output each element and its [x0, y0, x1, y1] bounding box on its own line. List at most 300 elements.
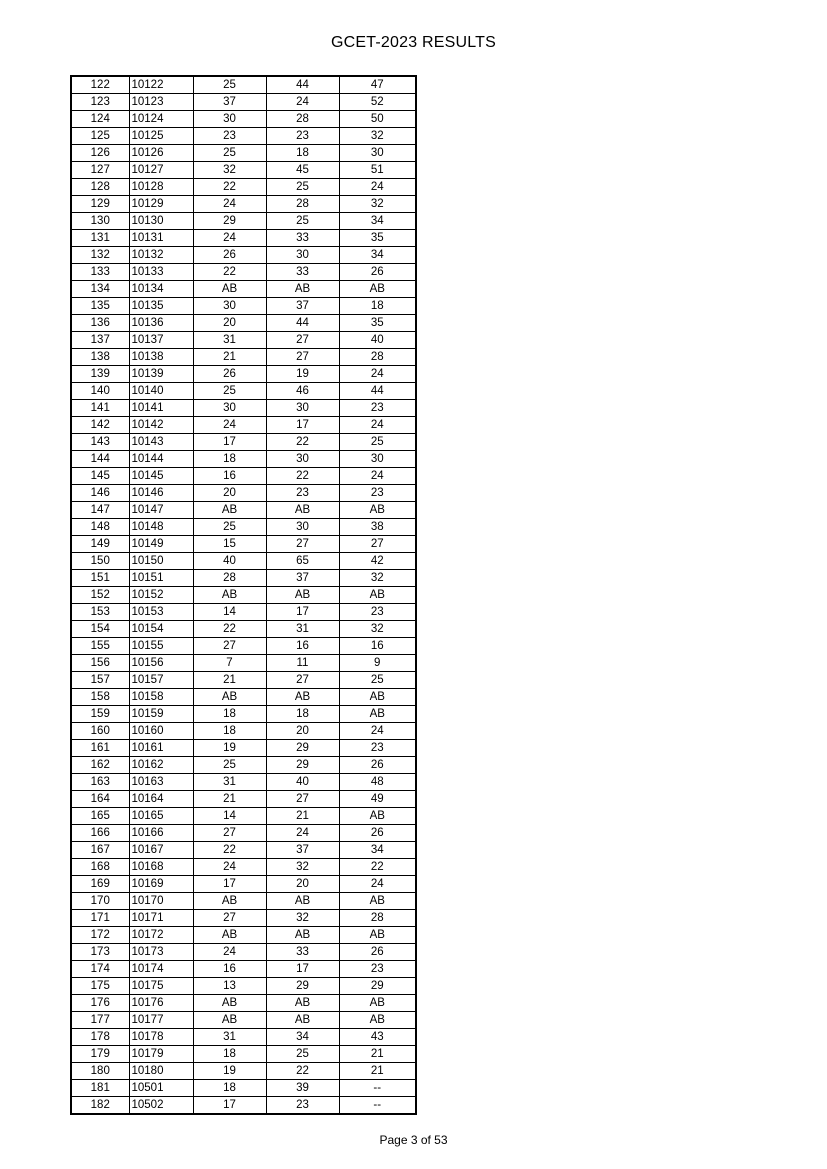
serial-number-cell: 124	[71, 111, 129, 128]
score-2-cell: 45	[266, 162, 339, 179]
score-1-cell: 7	[193, 655, 266, 672]
score-3-cell: 24	[339, 417, 416, 434]
roll-number-cell: 10132	[129, 247, 193, 264]
table-row	[71, 859, 416, 876]
score-2-cell: AB	[266, 587, 339, 604]
table-row	[71, 1097, 416, 1115]
table-row	[71, 519, 416, 536]
roll-number-cell: 10179	[129, 1046, 193, 1063]
score-3-cell: 26	[339, 944, 416, 961]
score-3-cell: 47	[339, 76, 416, 94]
table-row	[71, 434, 416, 451]
score-1-cell: AB	[193, 927, 266, 944]
score-1-cell: 16	[193, 961, 266, 978]
score-1-cell: 30	[193, 298, 266, 315]
score-3-cell: 42	[339, 553, 416, 570]
score-3-cell: AB	[339, 893, 416, 910]
score-1-cell: 22	[193, 842, 266, 859]
score-3-cell: 34	[339, 247, 416, 264]
score-1-cell: 24	[193, 230, 266, 247]
score-3-cell: AB	[339, 706, 416, 723]
table-row	[71, 570, 416, 587]
score-1-cell: 22	[193, 621, 266, 638]
roll-number-cell: 10154	[129, 621, 193, 638]
roll-number-cell: 10161	[129, 740, 193, 757]
score-3-cell: 23	[339, 604, 416, 621]
score-1-cell: 27	[193, 638, 266, 655]
roll-number-cell: 10171	[129, 910, 193, 927]
roll-number-cell: 10130	[129, 213, 193, 230]
roll-number-cell: 10133	[129, 264, 193, 281]
table-row	[71, 621, 416, 638]
score-1-cell: 40	[193, 553, 266, 570]
roll-number-cell: 10164	[129, 791, 193, 808]
serial-number-cell: 163	[71, 774, 129, 791]
roll-number-cell: 10128	[129, 179, 193, 196]
score-3-cell: 34	[339, 213, 416, 230]
score-3-cell: AB	[339, 1012, 416, 1029]
roll-number-cell: 10137	[129, 332, 193, 349]
score-2-cell: 17	[266, 604, 339, 621]
table-row	[71, 417, 416, 434]
score-1-cell: 25	[193, 519, 266, 536]
score-2-cell: 37	[266, 298, 339, 315]
score-3-cell: AB	[339, 281, 416, 298]
score-2-cell: 33	[266, 944, 339, 961]
score-1-cell: 32	[193, 162, 266, 179]
serial-number-cell: 122	[71, 76, 129, 94]
serial-number-cell: 165	[71, 808, 129, 825]
score-1-cell: 14	[193, 604, 266, 621]
score-2-cell: 22	[266, 434, 339, 451]
score-1-cell: 30	[193, 400, 266, 417]
table-row	[71, 1046, 416, 1063]
table-row	[71, 366, 416, 383]
score-1-cell: 20	[193, 315, 266, 332]
score-2-cell: 30	[266, 451, 339, 468]
roll-number-cell: 10144	[129, 451, 193, 468]
serial-number-cell: 168	[71, 859, 129, 876]
score-1-cell: 18	[193, 723, 266, 740]
roll-number-cell: 10148	[129, 519, 193, 536]
serial-number-cell: 155	[71, 638, 129, 655]
score-1-cell: 19	[193, 740, 266, 757]
score-2-cell: 22	[266, 468, 339, 485]
score-2-cell: 44	[266, 76, 339, 94]
table-row	[71, 451, 416, 468]
serial-number-cell: 146	[71, 485, 129, 502]
table-row	[71, 808, 416, 825]
roll-number-cell: 10169	[129, 876, 193, 893]
roll-number-cell: 10502	[129, 1097, 193, 1115]
score-3-cell: 35	[339, 315, 416, 332]
serial-number-cell: 162	[71, 757, 129, 774]
score-1-cell: AB	[193, 281, 266, 298]
serial-number-cell: 179	[71, 1046, 129, 1063]
table-row	[71, 978, 416, 995]
roll-number-cell: 10141	[129, 400, 193, 417]
table-row	[71, 485, 416, 502]
table-row	[71, 315, 416, 332]
roll-number-cell: 10123	[129, 94, 193, 111]
table-row	[71, 1012, 416, 1029]
table-row	[71, 791, 416, 808]
score-1-cell: 18	[193, 451, 266, 468]
serial-number-cell: 137	[71, 332, 129, 349]
score-2-cell: 33	[266, 230, 339, 247]
score-1-cell: 25	[193, 145, 266, 162]
table-row	[71, 332, 416, 349]
score-3-cell: AB	[339, 808, 416, 825]
score-3-cell: 24	[339, 366, 416, 383]
table-row	[71, 76, 416, 94]
roll-number-cell: 10146	[129, 485, 193, 502]
serial-number-cell: 142	[71, 417, 129, 434]
table-row	[71, 825, 416, 842]
score-3-cell: 40	[339, 332, 416, 349]
score-3-cell: 28	[339, 910, 416, 927]
table-row	[71, 536, 416, 553]
table-row	[71, 706, 416, 723]
score-2-cell: 27	[266, 536, 339, 553]
score-3-cell: 24	[339, 179, 416, 196]
score-3-cell: 32	[339, 621, 416, 638]
roll-number-cell: 10174	[129, 961, 193, 978]
score-3-cell: 52	[339, 94, 416, 111]
table-row	[71, 995, 416, 1012]
score-3-cell: 28	[339, 349, 416, 366]
roll-number-cell: 10176	[129, 995, 193, 1012]
roll-number-cell: 10136	[129, 315, 193, 332]
serial-number-cell: 169	[71, 876, 129, 893]
table-row	[71, 179, 416, 196]
score-1-cell: 14	[193, 808, 266, 825]
roll-number-cell: 10167	[129, 842, 193, 859]
serial-number-cell: 175	[71, 978, 129, 995]
serial-number-cell: 180	[71, 1063, 129, 1080]
roll-number-cell: 10172	[129, 927, 193, 944]
serial-number-cell: 126	[71, 145, 129, 162]
score-1-cell: 31	[193, 332, 266, 349]
serial-number-cell: 151	[71, 570, 129, 587]
serial-number-cell: 181	[71, 1080, 129, 1097]
table-row	[71, 944, 416, 961]
table-row	[71, 774, 416, 791]
score-1-cell: 28	[193, 570, 266, 587]
score-2-cell: AB	[266, 689, 339, 706]
table-row	[71, 910, 416, 927]
table-row	[71, 502, 416, 519]
serial-number-cell: 176	[71, 995, 129, 1012]
score-3-cell: 38	[339, 519, 416, 536]
table-row	[71, 196, 416, 213]
score-1-cell: 25	[193, 76, 266, 94]
score-1-cell: 19	[193, 1063, 266, 1080]
table-row	[71, 757, 416, 774]
roll-number-cell: 10127	[129, 162, 193, 179]
page-number: Page 3 of 53	[379, 1133, 448, 1147]
table-row	[71, 264, 416, 281]
score-3-cell: 43	[339, 1029, 416, 1046]
score-2-cell: 30	[266, 247, 339, 264]
score-2-cell: AB	[266, 1012, 339, 1029]
score-1-cell: 13	[193, 978, 266, 995]
serial-number-cell: 177	[71, 1012, 129, 1029]
score-3-cell: 34	[339, 842, 416, 859]
score-2-cell: 34	[266, 1029, 339, 1046]
serial-number-cell: 152	[71, 587, 129, 604]
roll-number-cell: 10170	[129, 893, 193, 910]
roll-number-cell: 10143	[129, 434, 193, 451]
roll-number-cell: 10501	[129, 1080, 193, 1097]
serial-number-cell: 159	[71, 706, 129, 723]
table-row	[71, 111, 416, 128]
score-3-cell: 16	[339, 638, 416, 655]
score-3-cell: 18	[339, 298, 416, 315]
score-1-cell: 25	[193, 383, 266, 400]
score-3-cell: 44	[339, 383, 416, 400]
score-1-cell: AB	[193, 502, 266, 519]
table-row	[71, 468, 416, 485]
score-1-cell: 26	[193, 366, 266, 383]
roll-number-cell: 10177	[129, 1012, 193, 1029]
score-1-cell: 26	[193, 247, 266, 264]
serial-number-cell: 132	[71, 247, 129, 264]
score-2-cell: 28	[266, 196, 339, 213]
serial-number-cell: 167	[71, 842, 129, 859]
table-row	[71, 400, 416, 417]
score-3-cell: 25	[339, 672, 416, 689]
score-1-cell: 24	[193, 417, 266, 434]
serial-number-cell: 149	[71, 536, 129, 553]
score-2-cell: 18	[266, 145, 339, 162]
score-2-cell: AB	[266, 927, 339, 944]
table-row	[71, 230, 416, 247]
score-3-cell: 23	[339, 961, 416, 978]
score-2-cell: 40	[266, 774, 339, 791]
score-3-cell: 24	[339, 723, 416, 740]
serial-number-cell: 130	[71, 213, 129, 230]
roll-number-cell: 10140	[129, 383, 193, 400]
roll-number-cell: 10168	[129, 859, 193, 876]
roll-number-cell: 10165	[129, 808, 193, 825]
score-3-cell: AB	[339, 502, 416, 519]
score-1-cell: 31	[193, 774, 266, 791]
table-row	[71, 893, 416, 910]
score-2-cell: 19	[266, 366, 339, 383]
table-row	[71, 145, 416, 162]
roll-number-cell: 10149	[129, 536, 193, 553]
serial-number-cell: 129	[71, 196, 129, 213]
score-3-cell: 50	[339, 111, 416, 128]
score-3-cell: 32	[339, 196, 416, 213]
table-row	[71, 740, 416, 757]
roll-number-cell: 10147	[129, 502, 193, 519]
score-1-cell: 18	[193, 706, 266, 723]
roll-number-cell: 10159	[129, 706, 193, 723]
serial-number-cell: 157	[71, 672, 129, 689]
roll-number-cell: 10180	[129, 1063, 193, 1080]
serial-number-cell: 160	[71, 723, 129, 740]
roll-number-cell: 10131	[129, 230, 193, 247]
score-3-cell: 24	[339, 876, 416, 893]
score-2-cell: 23	[266, 485, 339, 502]
score-1-cell: 21	[193, 349, 266, 366]
table-row	[71, 638, 416, 655]
serial-number-cell: 141	[71, 400, 129, 417]
score-1-cell: 27	[193, 910, 266, 927]
score-1-cell: 30	[193, 111, 266, 128]
score-2-cell: 39	[266, 1080, 339, 1097]
serial-number-cell: 172	[71, 927, 129, 944]
score-2-cell: 27	[266, 332, 339, 349]
score-3-cell: AB	[339, 927, 416, 944]
table-row	[71, 1029, 416, 1046]
roll-number-cell: 10134	[129, 281, 193, 298]
score-2-cell: 29	[266, 757, 339, 774]
roll-number-cell: 10160	[129, 723, 193, 740]
table-row	[71, 213, 416, 230]
table-row	[71, 383, 416, 400]
score-1-cell: 31	[193, 1029, 266, 1046]
score-2-cell: 24	[266, 94, 339, 111]
serial-number-cell: 147	[71, 502, 129, 519]
score-1-cell: 24	[193, 859, 266, 876]
serial-number-cell: 143	[71, 434, 129, 451]
serial-number-cell: 182	[71, 1097, 129, 1115]
score-3-cell: 24	[339, 468, 416, 485]
score-3-cell: 21	[339, 1063, 416, 1080]
table-row	[71, 927, 416, 944]
score-3-cell: --	[373, 1099, 382, 1111]
score-2-cell: 18	[266, 706, 339, 723]
roll-number-cell: 10166	[129, 825, 193, 842]
roll-number-cell: 10178	[129, 1029, 193, 1046]
roll-number-cell: 10162	[129, 757, 193, 774]
table-row	[71, 723, 416, 740]
score-3-cell: 48	[339, 774, 416, 791]
score-1-cell: 25	[193, 757, 266, 774]
roll-number-cell: 10173	[129, 944, 193, 961]
serial-number-cell: 131	[71, 230, 129, 247]
score-1-cell: 23	[193, 128, 266, 145]
serial-number-cell: 154	[71, 621, 129, 638]
score-2-cell: AB	[266, 893, 339, 910]
score-3-cell: 32	[339, 570, 416, 587]
score-2-cell: 33	[266, 264, 339, 281]
roll-number-cell: 10135	[129, 298, 193, 315]
score-3-cell: AB	[339, 995, 416, 1012]
score-2-cell: 25	[266, 213, 339, 230]
serial-number-cell: 173	[71, 944, 129, 961]
roll-number-cell: 10138	[129, 349, 193, 366]
serial-number-cell: 161	[71, 740, 129, 757]
score-2-cell: 32	[266, 859, 339, 876]
score-2-cell: 27	[266, 349, 339, 366]
score-3-cell: 25	[339, 434, 416, 451]
score-2-cell: 11	[266, 655, 339, 672]
roll-number-cell: 10151	[129, 570, 193, 587]
score-1-cell: 29	[193, 213, 266, 230]
score-1-cell: AB	[193, 689, 266, 706]
score-1-cell: 21	[193, 672, 266, 689]
score-2-cell: 24	[266, 825, 339, 842]
score-2-cell: 17	[266, 417, 339, 434]
score-1-cell: 37	[193, 94, 266, 111]
score-2-cell: 22	[266, 1063, 339, 1080]
serial-number-cell: 135	[71, 298, 129, 315]
score-1-cell: 17	[193, 876, 266, 893]
table-row	[71, 1080, 416, 1097]
serial-number-cell: 133	[71, 264, 129, 281]
score-2-cell: 30	[266, 400, 339, 417]
score-3-cell: 23	[339, 485, 416, 502]
serial-number-cell: 123	[71, 94, 129, 111]
roll-number-cell: 10125	[129, 128, 193, 145]
roll-number-cell: 10126	[129, 145, 193, 162]
table-row	[71, 162, 416, 179]
score-3-cell: 35	[339, 230, 416, 247]
score-1-cell: AB	[193, 893, 266, 910]
serial-number-cell: 174	[71, 961, 129, 978]
score-3-cell: 29	[339, 978, 416, 995]
score-3-cell: 27	[339, 536, 416, 553]
serial-number-cell: 125	[71, 128, 129, 145]
score-3-cell: AB	[339, 587, 416, 604]
score-2-cell: 25	[266, 1046, 339, 1063]
score-3-cell: AB	[339, 689, 416, 706]
score-3-cell: 49	[339, 791, 416, 808]
score-3-cell: 30	[339, 145, 416, 162]
score-3-cell: 51	[339, 162, 416, 179]
score-2-cell: 27	[266, 672, 339, 689]
score-1-cell: 21	[193, 791, 266, 808]
serial-number-cell: 128	[71, 179, 129, 196]
score-3-cell: 32	[339, 128, 416, 145]
table-row	[71, 587, 416, 604]
score-2-cell: AB	[266, 502, 339, 519]
score-2-cell: 29	[266, 978, 339, 995]
serial-number-cell: 166	[71, 825, 129, 842]
roll-number-cell: 10124	[129, 111, 193, 128]
table-row	[71, 1063, 416, 1080]
results-table	[70, 75, 417, 1115]
table-row	[71, 604, 416, 621]
table-row	[71, 298, 416, 315]
table-row	[71, 842, 416, 859]
score-2-cell: 44	[266, 315, 339, 332]
score-1-cell: 27	[193, 825, 266, 842]
roll-number-cell: 10158	[129, 689, 193, 706]
serial-number-cell: 156	[71, 655, 129, 672]
score-1-cell: AB	[193, 587, 266, 604]
roll-number-cell: 10150	[129, 553, 193, 570]
score-3-cell: 23	[339, 740, 416, 757]
score-1-cell: 17	[193, 1097, 266, 1115]
roll-number-cell: 10122	[129, 76, 193, 94]
score-2-cell: AB	[266, 995, 339, 1012]
score-2-cell: 20	[266, 723, 339, 740]
table-row	[71, 876, 416, 893]
roll-number-cell: 10156	[129, 655, 193, 672]
table-row	[71, 553, 416, 570]
score-2-cell: 16	[266, 638, 339, 655]
score-1-cell: 15	[193, 536, 266, 553]
score-1-cell: 24	[193, 944, 266, 961]
score-2-cell: 27	[266, 791, 339, 808]
serial-number-cell: 127	[71, 162, 129, 179]
score-2-cell: 30	[266, 519, 339, 536]
